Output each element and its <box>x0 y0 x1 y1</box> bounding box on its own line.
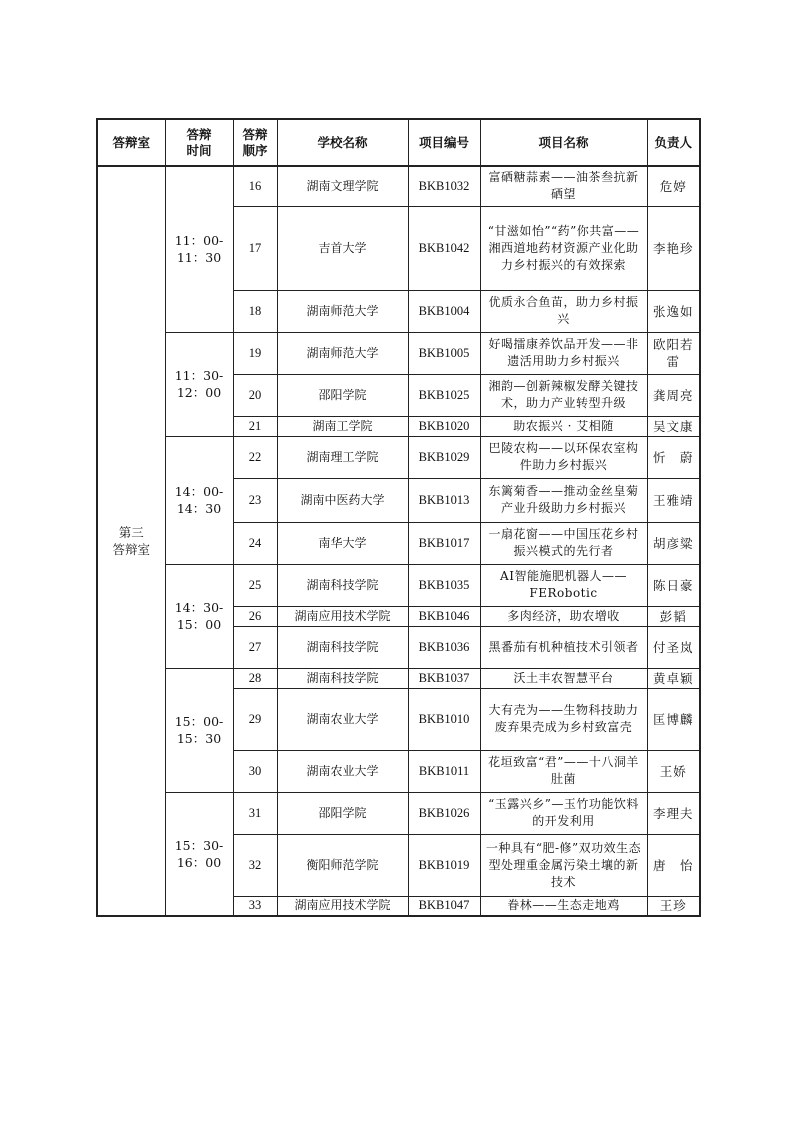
project-code-cell: BKB1032 <box>408 166 480 206</box>
project-code-cell: BKB1029 <box>408 436 480 478</box>
project-code-cell: BKB1020 <box>408 416 480 436</box>
header-lead: 负责人 <box>647 119 700 166</box>
school-cell: 邵阳学院 <box>277 792 408 834</box>
room-cell: 第三 答辩室 <box>97 166 165 916</box>
header-time: 答辩 时间 <box>165 119 233 166</box>
school-cell: 湖南文理学院 <box>277 166 408 206</box>
lead-cell: 彭韬 <box>647 606 700 626</box>
time-slot-cell: 15：00- 15：30 <box>165 668 233 792</box>
project-name-cell: 巴陵农构——以环保农室构件助力乡村振兴 <box>480 436 647 478</box>
order-cell: 25 <box>233 564 277 606</box>
time-slot-cell: 11：00- 11：30 <box>165 166 233 332</box>
project-code-cell: BKB1025 <box>408 374 480 416</box>
order-cell: 21 <box>233 416 277 436</box>
project-code-cell: BKB1004 <box>408 290 480 332</box>
school-cell: 湖南科技学院 <box>277 626 408 668</box>
project-code-cell: BKB1035 <box>408 564 480 606</box>
order-cell: 27 <box>233 626 277 668</box>
school-cell: 湖南工学院 <box>277 416 408 436</box>
project-code-cell: BKB1019 <box>408 834 480 896</box>
project-name-cell: 大有壳为——生物科技助力废弃果壳成为乡村致富壳 <box>480 688 647 750</box>
table-row <box>97 668 700 688</box>
project-name-cell: 优质永合鱼苗，助力乡村振兴 <box>480 290 647 332</box>
school-cell: 衡阳师范学院 <box>277 834 408 896</box>
project-name-cell: 一扇花窗——中国压花乡村振兴模式的先行者 <box>480 522 647 564</box>
school-cell: 湖南科技学院 <box>277 668 408 688</box>
project-name-cell: 东篱菊香——推动金丝皇菊产业升级助力乡村振兴 <box>480 478 647 522</box>
project-name-cell: “甘滋如怡”“药”你共富——湘西道地药材资源产业化助力乡村振兴的有效探索 <box>480 206 647 290</box>
project-code-cell: BKB1036 <box>408 626 480 668</box>
project-name-cell: 富硒糖蒜素——油茶叁抗新硒望 <box>480 166 647 206</box>
lead-cell: 欧阳若雷 <box>647 332 700 374</box>
time-slot-cell: 14：00- 14：30 <box>165 436 233 564</box>
project-name-cell: 一种具有“肥-修”双功效生态型处理重金属污染土壤的新技术 <box>480 834 647 896</box>
project-name-cell: 黑番茄有机种植技术引领者 <box>480 626 647 668</box>
school-cell: 吉首大学 <box>277 206 408 290</box>
lead-cell: 黄卓颖 <box>647 668 700 688</box>
lead-cell: 王雅靖 <box>647 478 700 522</box>
table-row <box>97 166 700 206</box>
project-name-cell: 好喝擂康养饮品开发——非遗活用助力乡村振兴 <box>480 332 647 374</box>
header-order: 答辩 顺序 <box>233 119 277 166</box>
project-code-cell: BKB1013 <box>408 478 480 522</box>
lead-cell: 陈日豪 <box>647 564 700 606</box>
school-cell: 湖南科技学院 <box>277 564 408 606</box>
order-cell: 28 <box>233 668 277 688</box>
order-cell: 33 <box>233 896 277 916</box>
order-cell: 18 <box>233 290 277 332</box>
project-name-cell: 花垣致富“君”——十八洞羊肚菌 <box>480 750 647 792</box>
table-row <box>97 792 700 834</box>
lead-cell: 李理夫 <box>647 792 700 834</box>
lead-cell: 付圣岚 <box>647 626 700 668</box>
table-row <box>97 332 700 374</box>
project-code-cell: BKB1042 <box>408 206 480 290</box>
project-name-cell: 多肉经济，助农增收 <box>480 606 647 626</box>
time-slot-cell: 11：30- 12：00 <box>165 332 233 436</box>
project-code-cell: BKB1011 <box>408 750 480 792</box>
project-name-cell: 助农振兴 · 艾相随 <box>480 416 647 436</box>
project-code-cell: BKB1017 <box>408 522 480 564</box>
school-cell: 邵阳学院 <box>277 374 408 416</box>
order-cell: 20 <box>233 374 277 416</box>
order-cell: 17 <box>233 206 277 290</box>
project-name-cell: 沃土丰农智慧平台 <box>480 668 647 688</box>
order-cell: 19 <box>233 332 277 374</box>
lead-cell: 李艳珍 <box>647 206 700 290</box>
order-cell: 31 <box>233 792 277 834</box>
lead-cell: 忻 蔚 <box>647 436 700 478</box>
table-row <box>97 564 700 606</box>
table-header <box>97 119 700 166</box>
lead-cell: 王娇 <box>647 750 700 792</box>
project-code-cell: BKB1026 <box>408 792 480 834</box>
time-slot-cell: 15：30- 16：00 <box>165 792 233 916</box>
lead-cell: 匡博麟 <box>647 688 700 750</box>
table-row <box>97 436 700 478</box>
lead-cell: 龚周亮 <box>647 374 700 416</box>
header-row <box>97 119 700 166</box>
lead-cell: 胡彦粱 <box>647 522 700 564</box>
project-code-cell: BKB1037 <box>408 668 480 688</box>
header-code: 项目编号 <box>408 119 480 166</box>
project-name-cell: “玉露兴乡”—玉竹功能饮料的开发利用 <box>480 792 647 834</box>
school-cell: 湖南农业大学 <box>277 688 408 750</box>
order-cell: 30 <box>233 750 277 792</box>
school-cell: 湖南师范大学 <box>277 332 408 374</box>
order-cell: 29 <box>233 688 277 750</box>
defense-schedule-table <box>96 118 701 917</box>
order-cell: 26 <box>233 606 277 626</box>
project-name-cell: 眷林——生态走地鸡 <box>480 896 647 916</box>
school-cell: 湖南中医药大学 <box>277 478 408 522</box>
time-slot-cell: 14：30- 15：00 <box>165 564 233 668</box>
lead-cell: 张逸如 <box>647 290 700 332</box>
school-cell: 湖南应用技术学院 <box>277 896 408 916</box>
project-code-cell: BKB1046 <box>408 606 480 626</box>
lead-cell: 唐 怡 <box>647 834 700 896</box>
order-cell: 23 <box>233 478 277 522</box>
header-school: 学校名称 <box>277 119 408 166</box>
school-cell: 南华大学 <box>277 522 408 564</box>
order-cell: 32 <box>233 834 277 896</box>
table-body <box>97 166 700 916</box>
header-project: 项目名称 <box>480 119 647 166</box>
school-cell: 湖南理工学院 <box>277 436 408 478</box>
project-code-cell: BKB1005 <box>408 332 480 374</box>
project-name-cell: 湘韵—创新辣椒发酵关键技术，助力产业转型升级 <box>480 374 647 416</box>
lead-cell: 危婷 <box>647 166 700 206</box>
project-name-cell: AI智能施肥机器人——FERobotic <box>480 564 647 606</box>
project-code-cell: BKB1010 <box>408 688 480 750</box>
lead-cell: 王珍 <box>647 896 700 916</box>
project-code-cell: BKB1047 <box>408 896 480 916</box>
school-cell: 湖南师范大学 <box>277 290 408 332</box>
school-cell: 湖南应用技术学院 <box>277 606 408 626</box>
lead-cell: 吴文康 <box>647 416 700 436</box>
order-cell: 24 <box>233 522 277 564</box>
order-cell: 22 <box>233 436 277 478</box>
header-room: 答辩室 <box>97 119 165 166</box>
school-cell: 湖南农业大学 <box>277 750 408 792</box>
order-cell: 16 <box>233 166 277 206</box>
